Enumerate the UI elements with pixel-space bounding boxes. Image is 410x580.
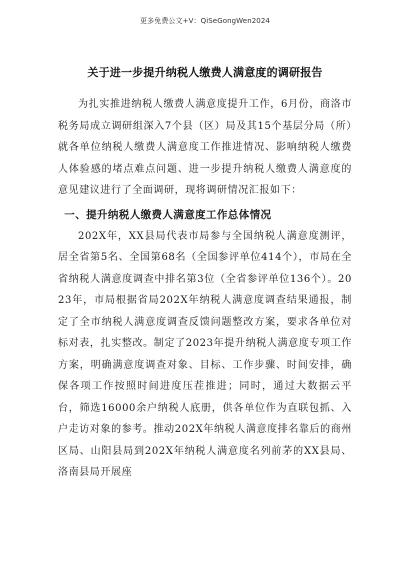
header-promo-note: 更多免费公文+V：QiSeGongWen2024 bbox=[140, 17, 270, 25]
document-body bbox=[58, 94, 352, 484]
intro-paragraph: 为扎实推进纳税人缴费人满意度提升工作，6月份，商洛市税务局成立调研组深入7个县（区）局及其15个基层分局（所）就各单位纳税人缴费人满意度工作推进情况、影响纳税人缴费人体验感的堵点难点问题、进一步提升纳税人缴费人满意度的意见建议进行了全面调研，现将调研情况汇报如下： bbox=[58, 99, 352, 196]
document-title: 关于进一步提升纳税人缴费人满意度的调研报告 bbox=[87, 66, 323, 79]
section-heading: 一、提升纳税人缴费人满意度工作总体情况 bbox=[64, 208, 272, 221]
section-paragraph: 202X年，XX县局代表市局参与全国纳税人满意度测评，居全省第5名、全国第68名（全国参评单位414个），市局在全省纳税人满意度调查中排名第3位（全省参评单位136个）。2023年，市局根据省局202X年纳税人满意度调查结果通报，制定了全市纳税人满意度调查反馈问题整改方案，要求各单位对标对表，扎实整改。制定了2023年提升纳税人满意度专项工作方案，明确满意度调查对象、目标、工作步骤、时间安排，确保各项工作按照时间进度压茬推进；同时，通过大数据云平台，筛选16000余户纳税人底册，供各单位作为直联包抓、入户走访对象的参考。推动202X年纳税人满意度排名靠后的商州区局、山阳县局到202X年纳税人满意度名列前茅的XX县局、洛南县局开展座 bbox=[58, 230, 352, 478]
